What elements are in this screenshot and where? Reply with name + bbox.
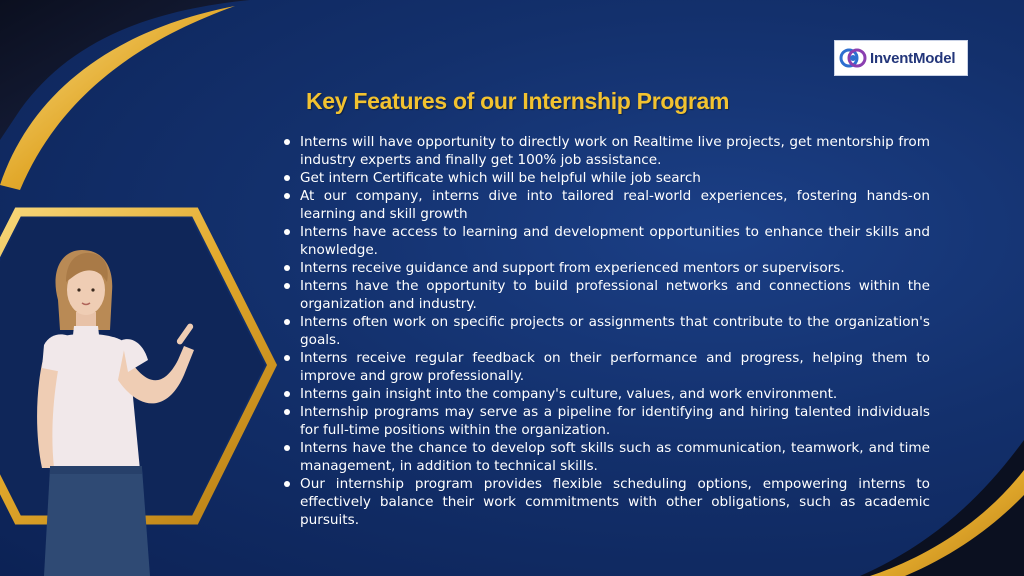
list-item: [284, 169, 930, 187]
list-item: [284, 313, 930, 349]
feature-text: Internship programs may serve as a pipeline for identifying and hiring talented individuals for full-time positions within the organization.: [300, 404, 930, 438]
brain-logo-icon: [838, 43, 868, 73]
bullet-dot-icon: [284, 229, 290, 235]
bullet-dot-icon: [284, 319, 290, 325]
feature-text: At our company, interns dive into tailored real-world experiences, fostering hands-on learning and skill growth: [300, 188, 930, 222]
brand-logo-text: InventModel: [870, 49, 956, 67]
feature-text: Interns have access to learning and development opportunities to enhance their skills and knowledge.: [300, 224, 930, 258]
feature-text: Our internship program provides flexible scheduling options, empowering interns to effectively balance their work commitments with other obligations, such as academic pursuits.: [300, 476, 930, 528]
feature-text: Interns have the chance to develop soft skills such as communication, teamwork, and time management, in addition to technical skills.: [300, 440, 930, 474]
feature-text: Interns will have opportunity to directly work on Realtime live projects, get mentorship from industry experts and finally get 100% job assistance.: [300, 134, 930, 168]
list-item: [284, 187, 930, 223]
list-item: [284, 385, 930, 403]
list-item: [284, 349, 930, 385]
list-item: [284, 259, 930, 277]
list-item: [284, 439, 930, 475]
bullet-dot-icon: [284, 175, 290, 181]
bullet-dot-icon: [284, 409, 290, 415]
bullet-dot-icon: [284, 139, 290, 145]
feature-text: Interns have the opportunity to build professional networks and connections within the organization and industry.: [300, 278, 930, 312]
list-item: [284, 223, 930, 259]
feature-text: Interns receive regular feedback on their performance and progress, helping them to improve and grow professionally.: [300, 350, 930, 384]
feature-text: Get intern Certificate which will be helpful while job search: [300, 170, 701, 186]
feature-text: Interns gain insight into the company's culture, values, and work environment.: [300, 386, 838, 402]
brand-logo[interactable]: [834, 40, 968, 76]
page-title: Key Features of our Internship Program: [306, 88, 730, 114]
bullet-dot-icon: [284, 283, 290, 289]
bullet-dot-icon: [284, 445, 290, 451]
list-item: [284, 133, 930, 169]
bullet-dot-icon: [284, 481, 290, 487]
list-item: [284, 403, 930, 439]
list-item: [284, 475, 930, 529]
feature-text: Interns receive guidance and support from experienced mentors or supervisors.: [300, 260, 845, 276]
bullet-dot-icon: [284, 391, 290, 397]
feature-list: [284, 133, 930, 529]
bullet-dot-icon: [284, 193, 290, 199]
list-item: [284, 277, 930, 313]
feature-text: Interns often work on specific projects or assignments that contribute to the organization's goals.: [300, 314, 930, 348]
bullet-dot-icon: [284, 265, 290, 271]
bullet-dot-icon: [284, 355, 290, 361]
